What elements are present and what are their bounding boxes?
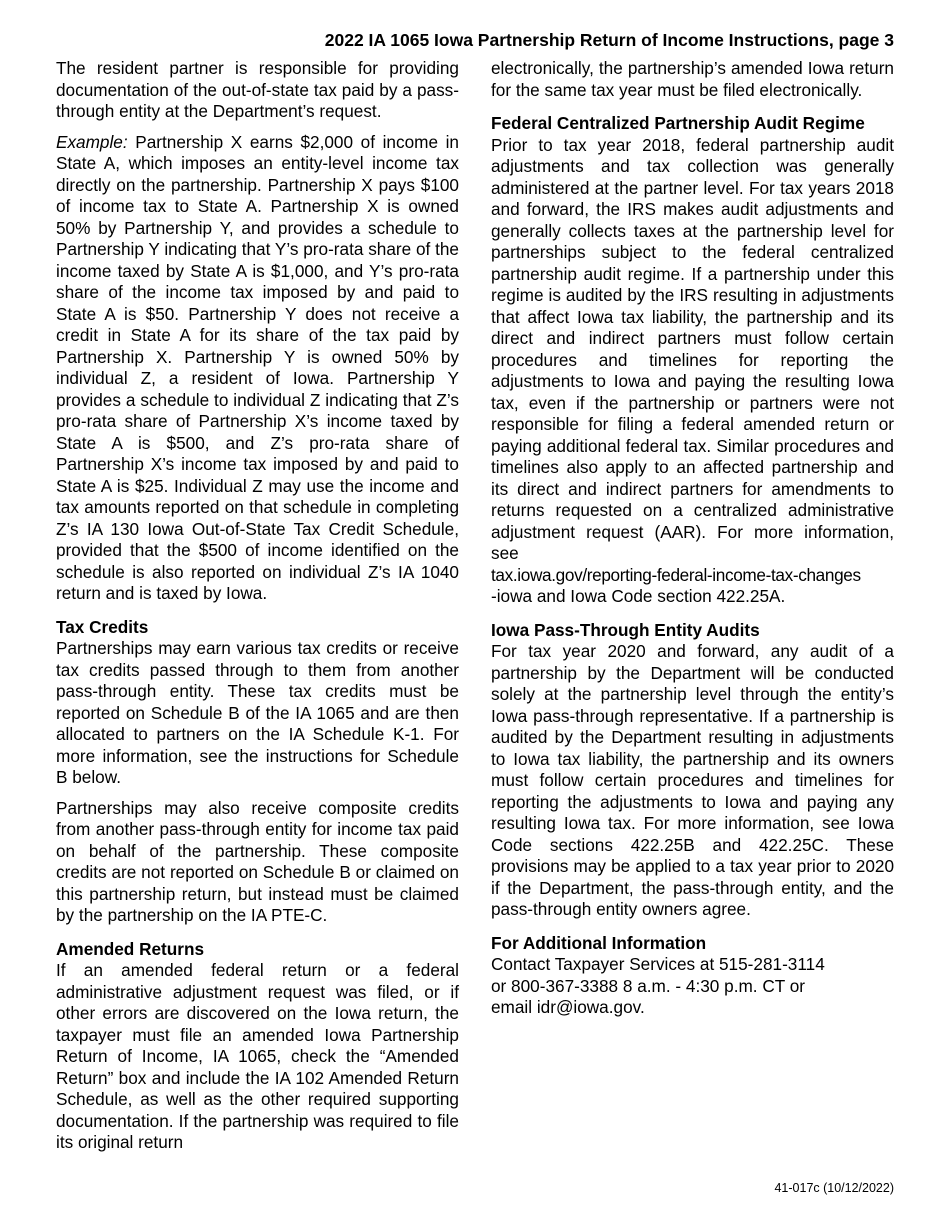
- federal-audit-paragraph: [491, 135, 894, 608]
- additional-info-paragraph: [491, 954, 894, 1019]
- amended-returns-heading: Amended Returns: [56, 938, 205, 959]
- example-label: Example:: [56, 131, 128, 152]
- contact-line-2: or 800-367-3388 8 a.m. - 4:30 p.m. CT or: [491, 975, 805, 996]
- tax-credits-paragraph-1: Partnerships may earn various tax credits or receive tax credits passed through to them from another pass-through entity. These tax credits must be reported on Schedule B of the IA 1065 and are then allocated to partners on the IA Schedule K-1. For more information, see the instructions for Schedule B below.: [56, 638, 459, 787]
- federal-audit-heading: Federal Centralized Partnership Audit Regime: [491, 113, 865, 133]
- additional-info-heading: For Additional Information: [491, 932, 707, 953]
- page-header-title: 2022 IA 1065 Iowa Partnership Return of Income Instructions, page 3: [324, 30, 894, 50]
- tax-credits-heading: Tax Credits: [56, 616, 149, 637]
- contact-line-1: Contact Taxpayer Services at 515-281-3114: [491, 954, 825, 974]
- resident-partner-paragraph: The resident partner is responsible for providing documentation of the out-of-state tax paid by a pass-through entity at the Department’s request.: [56, 58, 459, 121]
- tax-credits-paragraph-2: Partnerships may also receive composite credits from another pass-through entity for income tax paid on behalf of the partnership. These composite credits are not reported on Schedule B or claimed on this partnership return, but instead must be claimed by the partnership on the IA PTE-C.: [56, 797, 459, 925]
- example-text: Partnership X earns $2,000 of income in State A, which imposes an entity-level income tax directly on the partnership. Partnership X pays $100 of income tax to State A. Partnership X is owned 50% by Partnership Y, and provides a schedule to Partnership Y indicating that Y’s pro-rata share of the income taxed by State A is $1,000, and Y’s pro-rata share of the income tax imposed by and paid to State A is $50. Partnership Y does not receive a credit in State A for its share of the tax paid by Partnership X. Partnership Y is owned 50% by individual Z, a resident of Iowa. Partnership Y provides a schedule to individual Z indicating that Z’s pro-rata share of Partnership X’s income taxed by State A is $500, and Z’s pro-rata share of Partnership X’s income tax imposed by and paid to State A is $25. Individual Z may use the income and tax amounts reported on that schedule in completing Z’s IA 130 Iowa Out-of-State Tax Credit Schedule, provided that the $500 of income identified on the schedule is also reported on individual Z’s IA 1040 return and is taxed by Iowa.: [56, 131, 459, 603]
- contact-line-3: email idr@iowa.gov.: [491, 997, 645, 1017]
- example-paragraph: [56, 132, 459, 605]
- federal-audit-text: Prior to tax year 2018, federal partnership audit adjustments and tax collection was generally administered at the partner level. For tax years 2018 and forward, the IRS makes audit adjustments and generally collects taxes at the partnership level for partnerships subject to the federal centralized partnership audit regime. If a partnership under this regime is audited by the IRS resulting in adjustments that affect Iowa tax liability, the partnership and its direct and indirect partners must follow certain procedures and timelines for reporting the adjustments to Iowa and paying the resulting Iowa tax, even if the partnership or partners were not responsible for filing a federal amended return or paying additional federal tax. Similar procedures and timelines also apply to an affected partnership and its direct and indirect partners for amendments to returns requested on a centralized administrative adjustment request (AAR). For more information, see: [491, 134, 894, 563]
- pte-audits-paragraph: For tax year 2020 and forward, any audit of a partnership by the Department will be conducted solely at the partnership level through the entity’s Iowa pass-through representative. If a partnership is audited by the Department resulting in adjustments to Iowa tax liability, the partnership and its owners must follow certain procedures and timelines for reporting the adjustments to Iowa and paying any resulting Iowa tax. For more information, see Iowa Code sections 422.25B and 422.25C. These provisions may be applied to a tax year prior to 2020 if the Department, the pass-through entity, and the pass-through entity owners agree.: [491, 641, 894, 919]
- amended-returns-paragraph: If an amended federal return or a federal administrative adjustment request was filed, or if other errors are discovered on the Iowa return, the taxpayer must file an amended Iowa Partnership Return of Income, IA 1065, check the “Amended Return” box and include the IA 102 Amended Return Schedule, as well as the other required supporting documentation. If the partnership was required to file its original return: [56, 960, 459, 1152]
- left-column: [56, 58, 459, 1163]
- right-column: [491, 58, 894, 1028]
- federal-audit-url: tax.iowa.gov/reporting-federal-income-tax-changes: [491, 564, 861, 585]
- federal-audit-tail: -iowa and Iowa Code section 422.25A.: [491, 586, 786, 606]
- form-id-footer: 41-017c (10/12/2022): [774, 1181, 894, 1195]
- pte-audits-heading: Iowa Pass-Through Entity Audits: [491, 619, 760, 640]
- amended-continuation-paragraph: electronically, the partnership’s amended Iowa return for the same tax year must be filed electronically.: [491, 58, 894, 100]
